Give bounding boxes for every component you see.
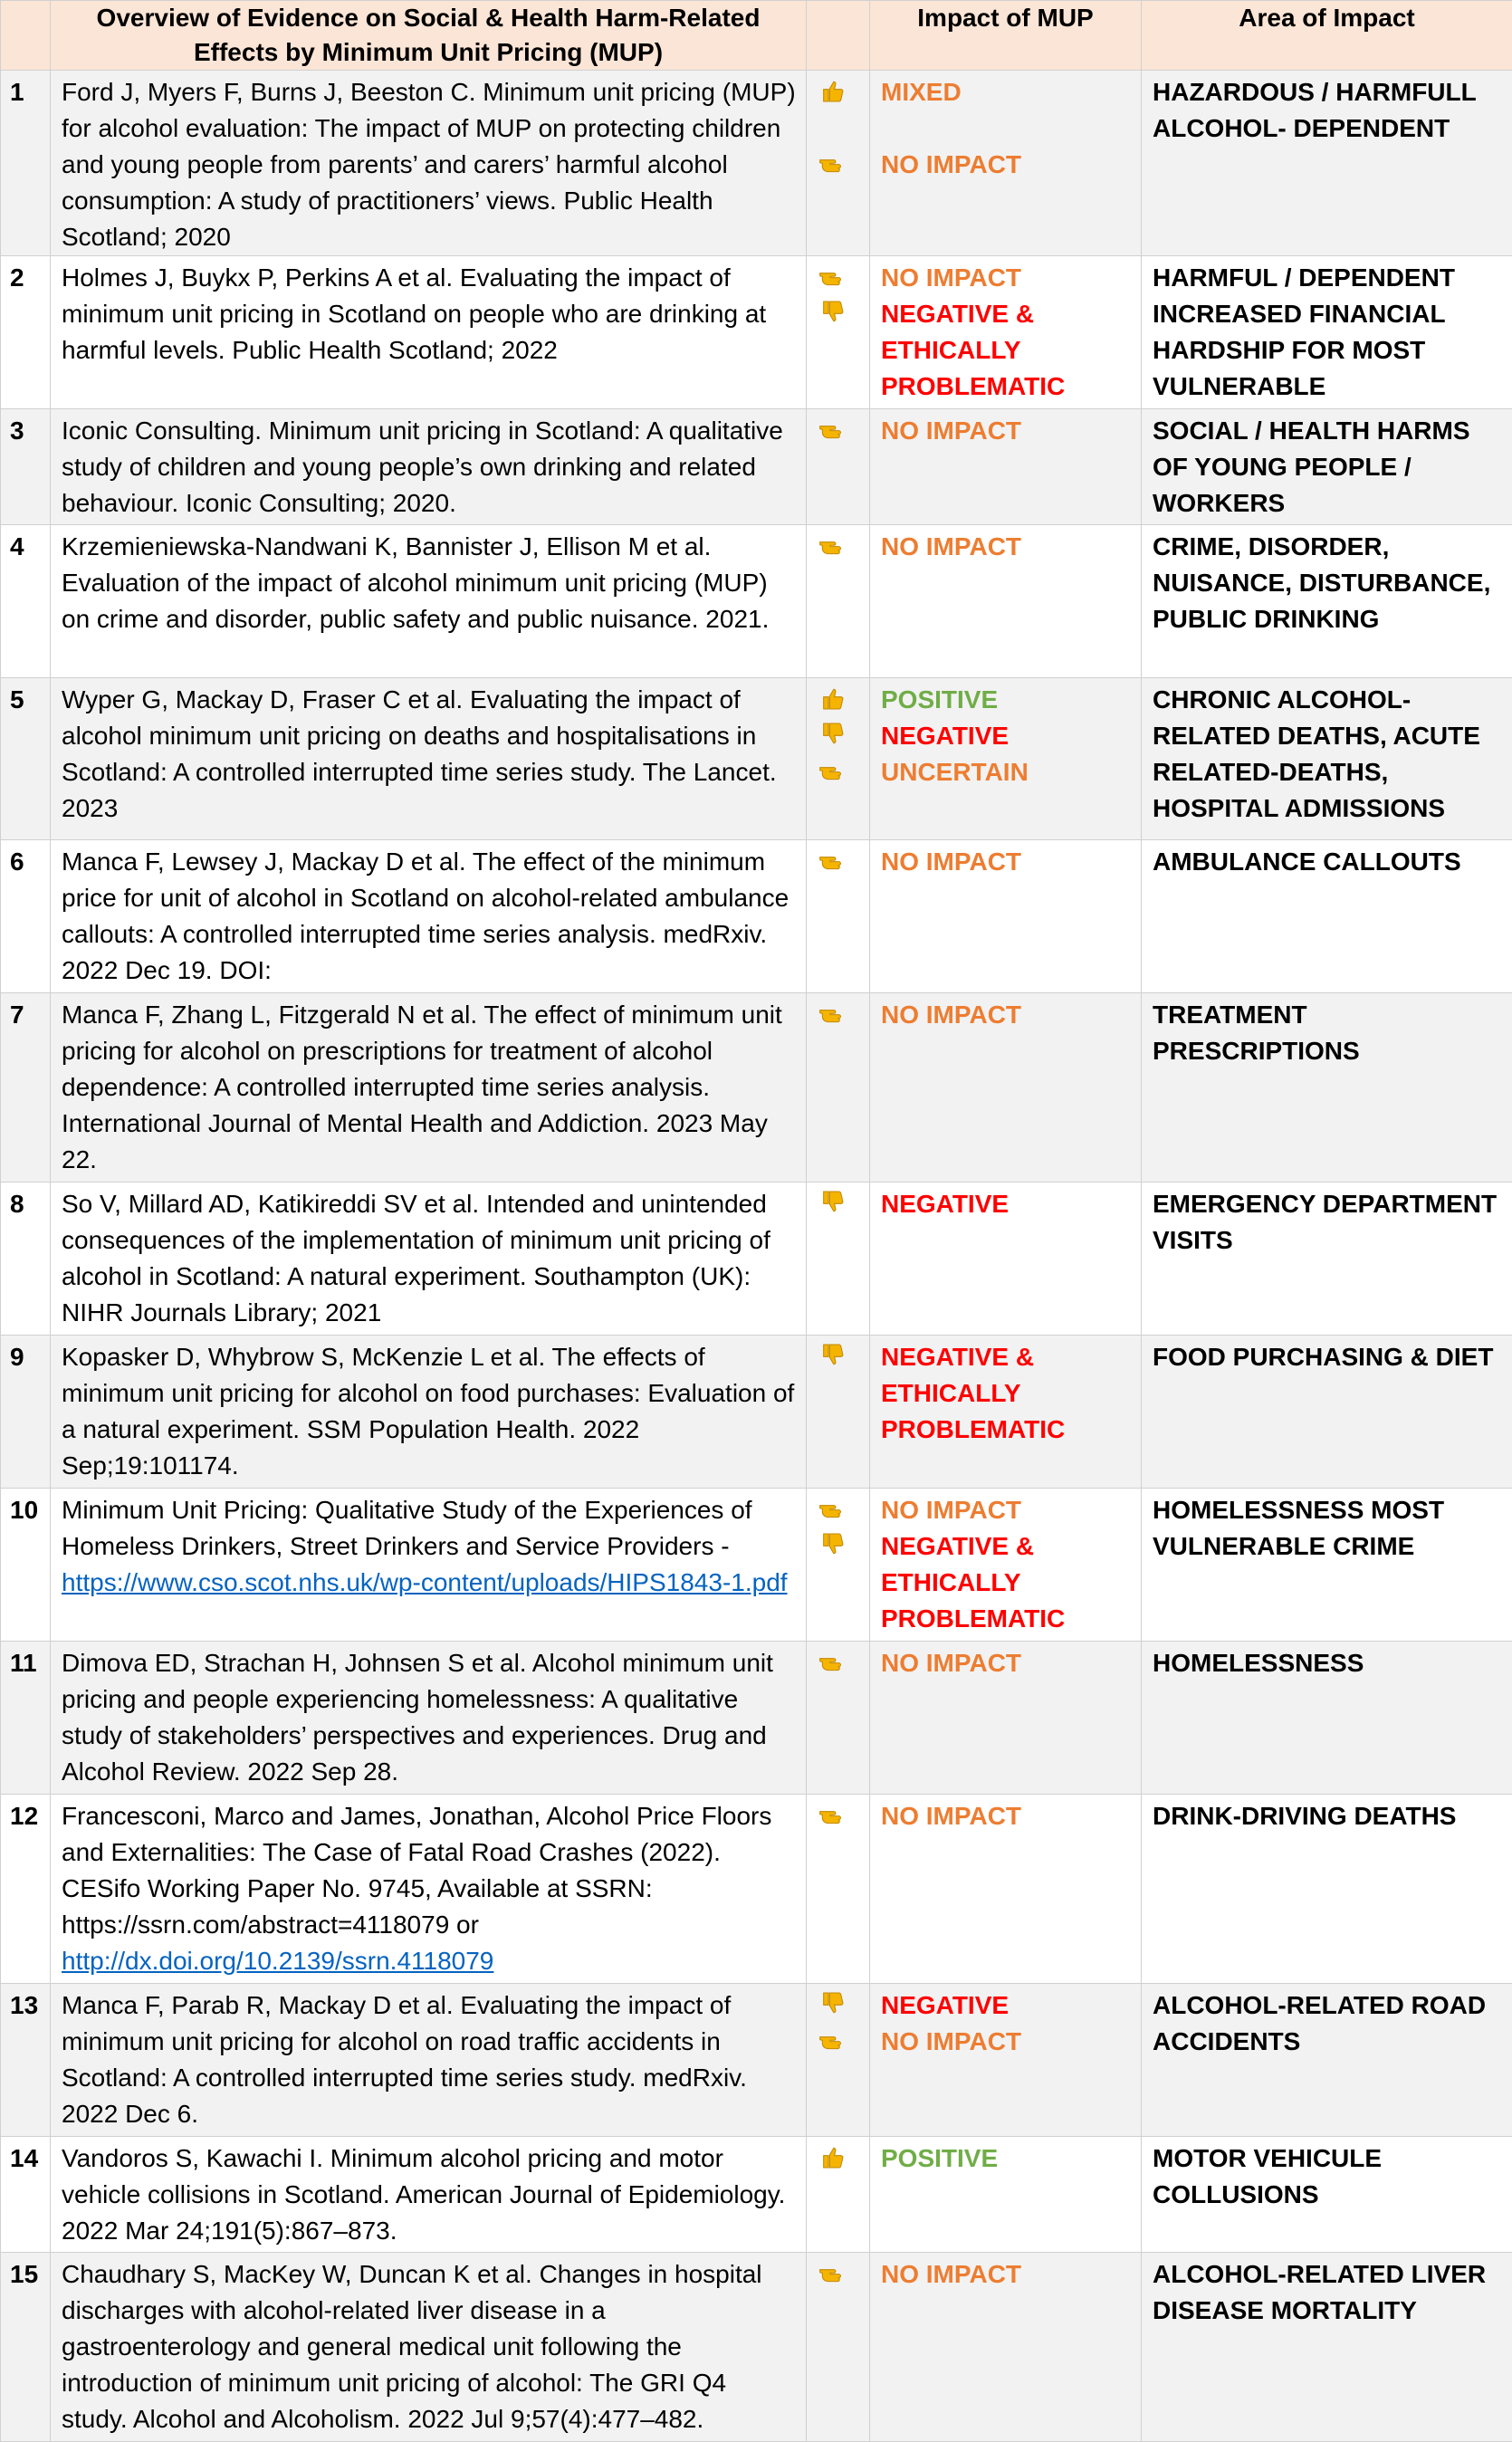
row-icons bbox=[807, 2253, 870, 2442]
reference-text: Krzemieniewska-Nandwani K, Bannister J, Ellison M et al. Evaluation of the impact of alcohol minimum unit pricing (MUP) on crime and disorder, public safety and public nuisance. 2021. bbox=[62, 532, 769, 633]
row-reference bbox=[51, 71, 807, 256]
reference-text: So V, Millard AD, Katikireddi SV et al. Intended and unintended consequences of the implementation of minimum unit pricing of alcohol in Scotland: A natural experiment. Southampton (UK): NIHR Journals Library; 2021 bbox=[62, 1190, 770, 1326]
pointing-hand-icon bbox=[818, 415, 869, 444]
impact-verdict: POSITIVE bbox=[881, 2140, 1135, 2177]
row-icons bbox=[807, 2137, 870, 2253]
table-row bbox=[1, 678, 1512, 840]
icon-spacer bbox=[818, 112, 869, 148]
row-reference bbox=[51, 1336, 807, 1489]
impact-verdict: NO IMPACT bbox=[881, 844, 1135, 880]
row-icons bbox=[807, 840, 870, 993]
row-icons bbox=[807, 525, 870, 678]
pointing-hand-icon bbox=[818, 2025, 869, 2054]
table-row bbox=[1, 256, 1512, 409]
row-reference bbox=[51, 993, 807, 1183]
row-number: 11 bbox=[1, 1642, 51, 1795]
table-row bbox=[1, 2137, 1512, 2253]
reference-text: Chaudhary S, MacKey W, Duncan K et al. Changes in hospital discharges with alcohol-related liver disease in a gastroenterology and general medical unit following the introduction of minimum unit pricing of alcohol: The GRI Q4 study. Alcohol and Alcoholism. 2022 Jul 9;57(4):477–482. bbox=[62, 2260, 762, 2433]
reference-text: Kopasker D, Whybrow S, McKenzie L et al. The effects of minimum unit pricing for alcohol on food purchases: Evaluation of a natural experiment. SSM Population Health. 2022 Sep;19:101174. bbox=[62, 1343, 794, 1480]
pointing-hand-icon bbox=[818, 2258, 869, 2287]
row-impact bbox=[870, 678, 1142, 840]
row-impact bbox=[870, 1795, 1142, 1984]
row-reference bbox=[51, 525, 807, 678]
reference-link[interactable]: http://dx.doi.org/10.2139/ssrn.4118079 bbox=[62, 1947, 493, 1975]
impact-verdict: NEGATIVE bbox=[881, 718, 1135, 754]
impact-verdict: NO IMPACT bbox=[881, 260, 1135, 296]
row-area: HOMELESSNESS MOST VULNERABLE CRIME bbox=[1142, 1489, 1512, 1642]
row-area: ALCOHOL-RELATED LIVER DISEASE MORTALITY bbox=[1142, 2253, 1512, 2442]
pointing-hand-icon bbox=[818, 1800, 869, 1829]
row-impact bbox=[870, 525, 1142, 678]
row-icons bbox=[807, 1642, 870, 1795]
reference-text: Minimum Unit Pricing: Qualitative Study of the Experiences of Homeless Drinkers, Street Drinkers and Service Providers - bbox=[62, 1496, 752, 1560]
pointing-hand-icon bbox=[818, 756, 869, 785]
reference-text: Ford J, Myers F, Burns J, Beeston C. Minimum unit pricing (MUP) for alcohol evaluation: The impact of MUP on protecting children and young people from parents’ and carers’ harmful alcohol consumption: A study of practitioners’ views. Public Health Scotland; 2020 bbox=[62, 78, 796, 251]
row-number: 9 bbox=[1, 1336, 51, 1489]
row-impact bbox=[870, 409, 1142, 525]
row-number: 13 bbox=[1, 1984, 51, 2137]
table-row bbox=[1, 1984, 1512, 2137]
pointing-hand-icon bbox=[818, 148, 869, 177]
row-number: 7 bbox=[1, 993, 51, 1183]
impact-verdict: UNCERTAIN bbox=[881, 754, 1135, 790]
row-area: HARMFUL / DEPENDENT INCREASED FINANCIAL HARDSHIP FOR MOST VULNERABLE bbox=[1142, 256, 1512, 409]
row-area: FOOD PURCHASING & DIET bbox=[1142, 1336, 1512, 1489]
row-reference bbox=[51, 1642, 807, 1795]
impact-verdict bbox=[881, 110, 1135, 147]
row-impact bbox=[870, 993, 1142, 1183]
row-impact bbox=[870, 1642, 1142, 1795]
impact-verdict: NO IMPACT bbox=[881, 147, 1135, 183]
row-icons bbox=[807, 1795, 870, 1984]
row-area: TREATMENT PRESCRIPTIONS bbox=[1142, 993, 1512, 1183]
row-reference bbox=[51, 678, 807, 840]
impact-verdict: NEGATIVE bbox=[881, 1186, 1135, 1222]
row-impact bbox=[870, 1489, 1142, 1642]
table-row bbox=[1, 525, 1512, 678]
row-reference bbox=[51, 840, 807, 993]
row-number: 12 bbox=[1, 1795, 51, 1984]
row-reference bbox=[51, 1489, 807, 1642]
row-number: 5 bbox=[1, 678, 51, 840]
pointing-hand-icon bbox=[818, 1647, 869, 1676]
impact-verdict: NO IMPACT bbox=[881, 2024, 1135, 2060]
row-number: 14 bbox=[1, 2137, 51, 2253]
table-row bbox=[1, 71, 1512, 256]
row-impact bbox=[870, 1984, 1142, 2137]
row-number: 3 bbox=[1, 409, 51, 525]
pointing-hand-icon bbox=[818, 846, 869, 875]
row-area: HAZARDOUS / HARMFULL ALCOHOL- DEPENDENT bbox=[1142, 71, 1512, 256]
row-number: 10 bbox=[1, 1489, 51, 1642]
row-area: MOTOR VEHICULE COLLUSIONS bbox=[1142, 2137, 1512, 2253]
row-icons bbox=[807, 1336, 870, 1489]
pointing-hand-icon bbox=[818, 1494, 869, 1523]
row-area: CHRONIC ALCOHOL-RELATED DEATHS, ACUTE RELATED-DEATHS, HOSPITAL ADMISSIONS bbox=[1142, 678, 1512, 840]
row-impact bbox=[870, 256, 1142, 409]
reference-text: Iconic Consulting. Minimum unit pricing in Scotland: A qualitative study of children and young people’s own drinking and related behaviour. Iconic Consulting; 2020. bbox=[62, 417, 783, 517]
impact-verdict: NO IMPACT bbox=[881, 1645, 1135, 1681]
pointing-hand-icon bbox=[818, 262, 869, 291]
row-reference bbox=[51, 1984, 807, 2137]
reference-text: Manca F, Parab R, Mackay D et al. Evaluating the impact of minimum unit pricing for alcohol on road traffic accidents in Scotland: A controlled interrupted time series study. medRxiv. 2022 Dec 6. bbox=[62, 1991, 747, 2128]
pointing-hand-icon bbox=[818, 999, 869, 1028]
thumbs-down-icon bbox=[818, 720, 869, 749]
row-impact bbox=[870, 2253, 1142, 2442]
table-row bbox=[1, 2253, 1512, 2442]
table-row bbox=[1, 1183, 1512, 1336]
row-impact bbox=[870, 1336, 1142, 1489]
row-icons bbox=[807, 256, 870, 409]
row-reference bbox=[51, 256, 807, 409]
row-impact bbox=[870, 1183, 1142, 1336]
table-row bbox=[1, 1489, 1512, 1642]
row-icons bbox=[807, 409, 870, 525]
impact-verdict: NO IMPACT bbox=[881, 1798, 1135, 1834]
reference-text: Manca F, Lewsey J, Mackay D et al. The effect of the minimum price for unit of alcohol in Scotland on alcohol-related ambulance callouts: A controlled interrupted time series analysis. medRxiv. 2022 Dec 19. DOI: bbox=[62, 848, 789, 984]
thumbs-down-icon bbox=[818, 1188, 869, 1217]
thumbs-down-icon bbox=[818, 298, 869, 327]
reference-text: Vandoros S, Kawachi I. Minimum alcohol pricing and motor vehicle collisions in Scotland. American Journal of Epidemiology. 2022 Mar 24;191(5):867–873. bbox=[62, 2144, 785, 2245]
reference-text: Manca F, Zhang L, Fitzgerald N et al. The effect of minimum unit pricing for alcohol on prescriptions for treatment of alcohol dependence: A controlled interrupted time series analysis. International Journal of Mental Health and Addiction. 2023 May 22. bbox=[62, 1001, 782, 1173]
row-area: AMBULANCE CALLOUTS bbox=[1142, 840, 1512, 993]
row-area: HOMELESSNESS bbox=[1142, 1642, 1512, 1795]
impact-verdict: NEGATIVE bbox=[881, 1987, 1135, 2024]
row-reference bbox=[51, 409, 807, 525]
table-row bbox=[1, 409, 1512, 525]
impact-verdict: NO IMPACT bbox=[881, 997, 1135, 1033]
impact-verdict: NEGATIVE & ETHICALLY PROBLEMATIC bbox=[881, 296, 1135, 405]
header-area: Area of Impact bbox=[1142, 1, 1512, 71]
reference-text: Holmes J, Buykx P, Perkins A et al. Evaluating the impact of minimum unit pricing in Scotland on people who are drinking at harmful levels. Public Health Scotland; 2022 bbox=[62, 263, 766, 364]
header-icon bbox=[807, 1, 870, 71]
impact-verdict: NO IMPACT bbox=[881, 529, 1135, 565]
header-number bbox=[1, 1, 51, 71]
header-reference: Overview of Evidence on Social & Health Harm-Related Effects by Minimum Unit Pricing (MUP) bbox=[51, 1, 807, 71]
row-number: 6 bbox=[1, 840, 51, 993]
row-area: SOCIAL / HEALTH HARMS OF YOUNG PEOPLE / WORKERS bbox=[1142, 409, 1512, 525]
row-impact bbox=[870, 2137, 1142, 2253]
row-number: 4 bbox=[1, 525, 51, 678]
row-icons bbox=[807, 71, 870, 256]
row-reference bbox=[51, 1183, 807, 1336]
row-reference bbox=[51, 2253, 807, 2442]
row-impact bbox=[870, 71, 1142, 256]
impact-verdict: NEGATIVE & ETHICALLY PROBLEMATIC bbox=[881, 1339, 1135, 1448]
row-icons bbox=[807, 1489, 870, 1642]
reference-text: Wyper G, Mackay D, Fraser C et al. Evaluating the impact of alcohol minimum unit pricing on deaths and hospitalisations in Scotland: A controlled interrupted time series study. The Lancet. 2023 bbox=[62, 685, 777, 822]
impact-verdict: NO IMPACT bbox=[881, 2256, 1135, 2293]
row-icons bbox=[807, 678, 870, 840]
row-reference bbox=[51, 2137, 807, 2253]
row-icons bbox=[807, 1183, 870, 1336]
row-number: 2 bbox=[1, 256, 51, 409]
pointing-hand-icon bbox=[818, 531, 869, 560]
table-row bbox=[1, 840, 1512, 993]
row-icons bbox=[807, 993, 870, 1183]
thumbs-up-icon bbox=[818, 76, 869, 105]
row-area: EMERGENCY DEPARTMENT VISITS bbox=[1142, 1183, 1512, 1336]
header-impact: Impact of MUP bbox=[870, 1, 1142, 71]
table-row bbox=[1, 993, 1512, 1183]
row-area: CRIME, DISORDER, NUISANCE, DISTURBANCE, PUBLIC DRINKING bbox=[1142, 525, 1512, 678]
table-row bbox=[1, 1642, 1512, 1795]
header-row bbox=[1, 1, 1512, 71]
thumbs-up-icon bbox=[818, 684, 869, 713]
impact-verdict: MIXED bbox=[881, 74, 1135, 110]
thumbs-down-icon bbox=[818, 1530, 869, 1559]
reference-text: Dimova ED, Strachan H, Johnsen S et al. Alcohol minimum unit pricing and people experiencing homelessness: A qualitative study of stakeholders’ perspectives and experiences. Drug and Alcohol Review. 2022 Sep 28. bbox=[62, 1649, 773, 1786]
impact-verdict: NO IMPACT bbox=[881, 413, 1135, 449]
impact-verdict: NEGATIVE & ETHICALLY PROBLEMATIC bbox=[881, 1528, 1135, 1637]
reference-link[interactable]: https://www.cso.scot.nhs.uk/wp-content/uploads/HIPS1843-1.pdf bbox=[62, 1568, 788, 1596]
row-number: 1 bbox=[1, 71, 51, 256]
row-reference bbox=[51, 1795, 807, 1984]
row-number: 15 bbox=[1, 2253, 51, 2442]
row-area: DRINK-DRIVING DEATHS bbox=[1142, 1795, 1512, 1984]
thumbs-down-icon bbox=[818, 1989, 869, 2018]
row-area: ALCOHOL-RELATED ROAD ACCIDENTS bbox=[1142, 1984, 1512, 2137]
row-icons bbox=[807, 1984, 870, 2137]
table-row bbox=[1, 1336, 1512, 1489]
reference-text: Francesconi, Marco and James, Jonathan, Alcohol Price Floors and Externalities: The Case of Fatal Road Crashes (2022). CESifo Working Paper No. 9745, Available at SSRN: https://ssrn.com/abstract=4118079 or bbox=[62, 1802, 771, 1939]
table-row bbox=[1, 1795, 1512, 1984]
thumbs-down-icon bbox=[818, 1341, 869, 1370]
row-impact bbox=[870, 840, 1142, 993]
impact-verdict: NO IMPACT bbox=[881, 1492, 1135, 1528]
thumbs-up-icon bbox=[818, 2142, 869, 2171]
impact-verdict: POSITIVE bbox=[881, 682, 1135, 718]
row-number: 8 bbox=[1, 1183, 51, 1336]
